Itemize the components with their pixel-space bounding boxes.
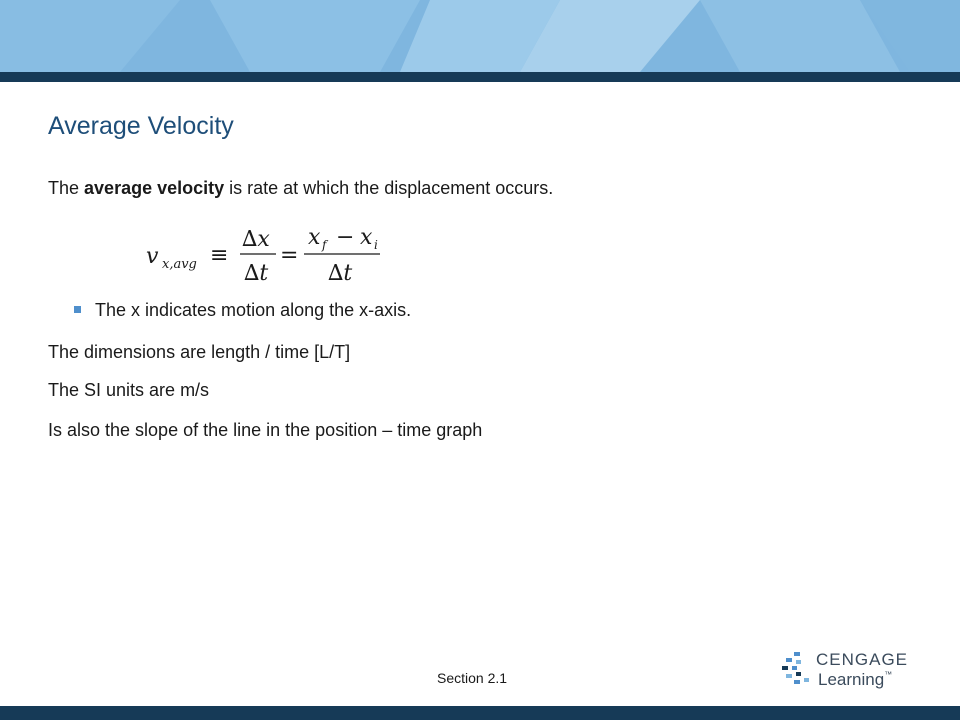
intro-emphasis: average velocity: [84, 178, 225, 198]
logo-learning-text: Learning: [818, 670, 885, 689]
slope-line: Is also the slope of the line in the position – time graph: [48, 420, 483, 440]
si-units-line: The SI units are m/s: [48, 380, 210, 400]
intro-text-after: is rate at which the displacement occurs.: [224, 178, 554, 198]
eq-lhs-subscript: x,avg: [162, 257, 197, 272]
eq-frac2-num-a-sub: f: [322, 238, 327, 252]
eq-frac1-denominator: ∆t: [244, 261, 269, 286]
bullet-text: The x indicates motion along the x-axis.: [95, 300, 412, 320]
intro-line: [48, 178, 553, 199]
slide-title: Average Velocity: [48, 112, 234, 140]
eq-equiv: ≡: [210, 243, 229, 268]
square-bullet-icon: [74, 306, 81, 313]
header-banner: [0, 0, 960, 72]
eq-lhs-symbol: v: [146, 244, 159, 269]
cengage-logo: [780, 648, 920, 692]
eq-equals: =: [280, 243, 299, 268]
cengage-mark-icon: [780, 650, 812, 688]
logo-trademark: ™: [884, 670, 893, 679]
footer-rule: [0, 706, 960, 720]
banner-pattern: [0, 0, 960, 72]
eq-frac2-minus: −: [336, 225, 355, 250]
dimensions-line: The dimensions are length / time [L/T]: [48, 342, 351, 362]
velocity-equation: [140, 220, 400, 290]
header-rule: [0, 72, 960, 82]
eq-frac1-numerator: ∆x: [242, 227, 270, 252]
bullet-item: [74, 300, 411, 321]
logo-word-cengage: CENGAGE: [816, 650, 909, 669]
eq-frac2-denominator: ∆t: [328, 261, 353, 286]
logo-word-learning: [818, 670, 892, 690]
eq-frac2-num-b-sub: i: [374, 238, 378, 252]
eq-frac2-num-b: x: [360, 225, 373, 250]
intro-text-before: The: [48, 178, 85, 198]
eq-frac2-num-a: x: [308, 225, 321, 250]
section-label: Section 2.1: [437, 670, 508, 686]
